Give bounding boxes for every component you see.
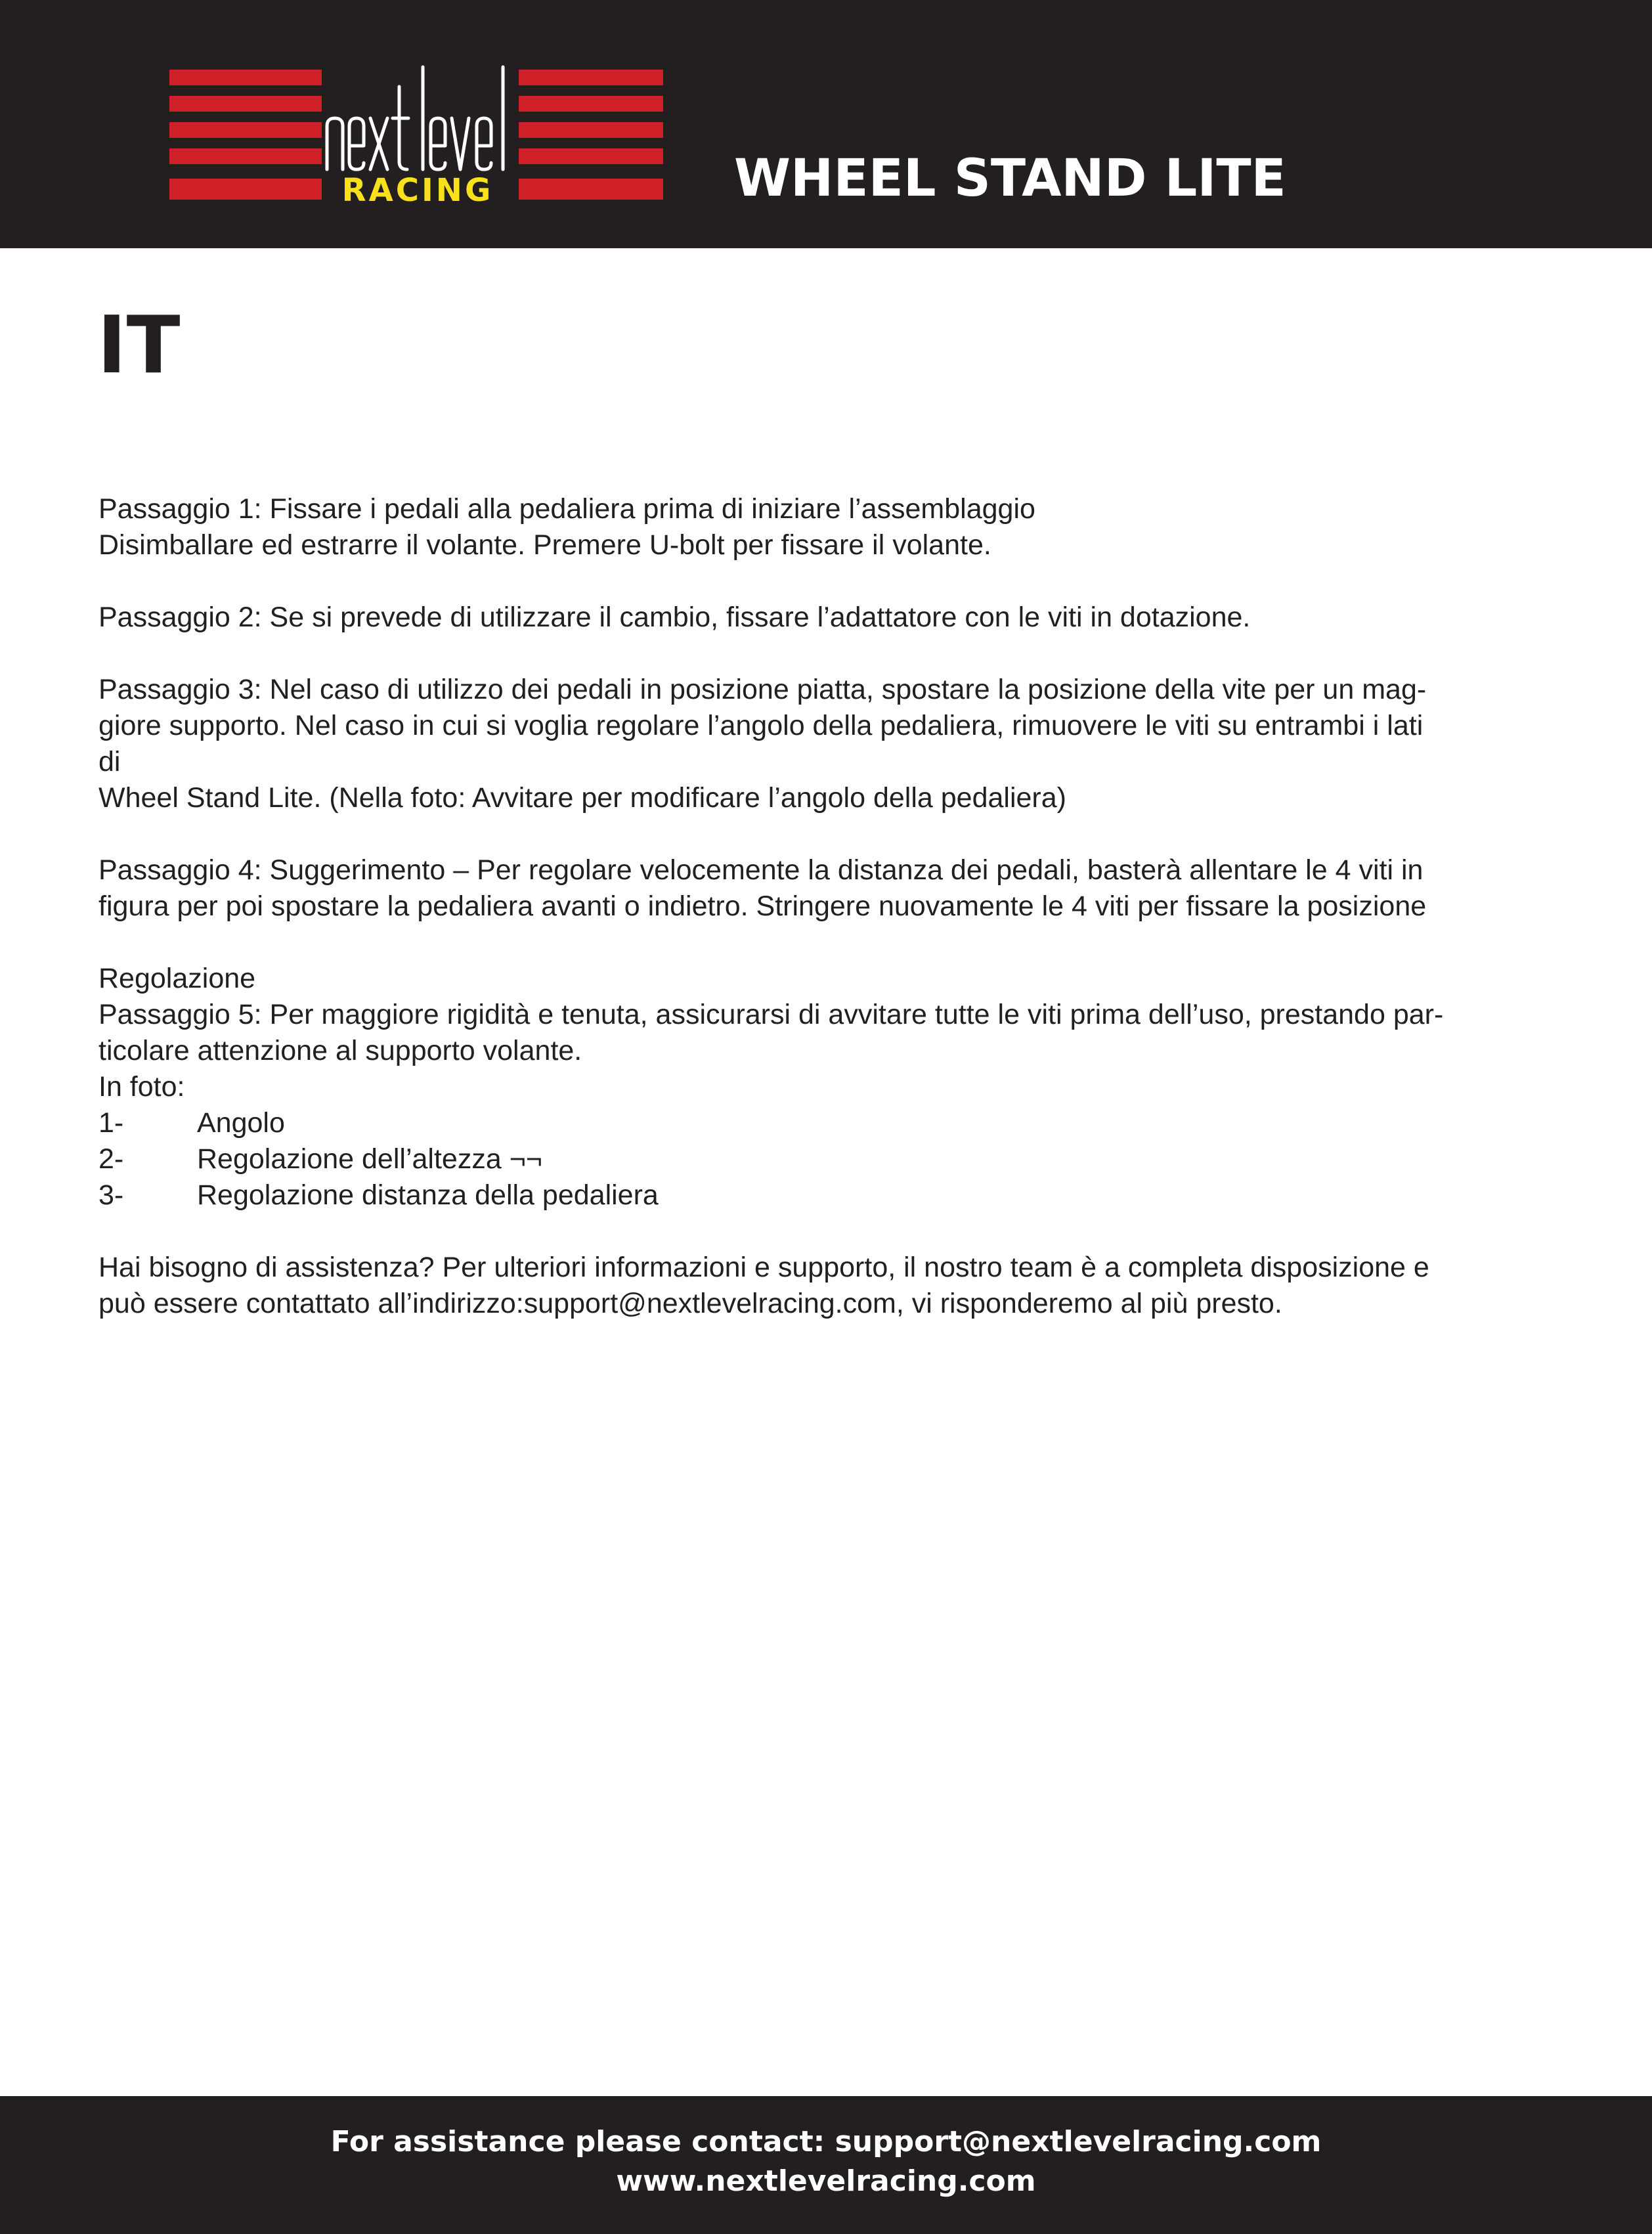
list-item — [98, 1105, 1563, 1141]
paragraph-spacer — [98, 636, 1563, 672]
list-item-number: 1- — [98, 1107, 124, 1139]
step-5-line-1: Passaggio 5: Per maggiore rigidità e tenuta, assicurarsi di avvitare tutte le viti prima dell’uso, prestando par- — [98, 999, 1444, 1030]
paragraph-spacer — [98, 563, 1563, 600]
step-3-line-4: Wheel Stand Lite. (Nella foto: Avvitare per modificare l’angolo della pedaliera) — [98, 782, 1066, 814]
list-item-text: Angolo — [197, 1107, 285, 1139]
footer-contact-line: For assistance please contact: support@nextlevelracing.com — [330, 2125, 1322, 2158]
paragraph-spacer — [98, 1214, 1563, 1250]
step-4-line-1: Passaggio 4: Suggerimento – Per regolare velocemente la distanza dei pedali, basterà allentare le 4 viti in — [98, 854, 1424, 886]
list-item-number: 3- — [98, 1179, 124, 1211]
paragraph-spacer — [98, 816, 1563, 852]
footer-website-line: www.nextlevelracing.com — [616, 2164, 1036, 2198]
step-1-line-1: Passaggio 1: Fissare i pedali alla pedaliera prima di iniziare l’assemblaggio — [98, 493, 1035, 525]
step-5-line-2: ticolare attenzione al supporto volante. — [98, 1035, 582, 1066]
in-foto-label: In foto: — [98, 1071, 185, 1103]
instructions-body — [98, 491, 1563, 1322]
next-level-racing-logo — [169, 41, 663, 205]
step-3-line-2: giore supporto. Nel caso in cui si voglia regolare l’angolo della pedaliera, rimuovere le viti su entrambi i lati — [98, 710, 1424, 741]
step-3-line-3: di — [98, 746, 121, 778]
regolazione-label: Regolazione — [98, 963, 256, 994]
step-4-line-2: figura per poi spostare la pedaliera avanti o indietro. Stringere nuovamente le 4 viti per fissare la posizione — [98, 890, 1427, 922]
product-title: WHEEL STAND LITE — [734, 149, 1286, 208]
footer-bar — [0, 2096, 1652, 2234]
step-2: Passaggio 2: Se si prevede di utilizzare il cambio, fissare l’adattatore con le viti in dotazione. — [98, 602, 1251, 633]
assistance-line-1: Hai bisogno di assistenza? Per ulteriori informazioni e supporto, il nostro team è a completa disposizione e — [98, 1252, 1429, 1283]
list-item — [98, 1177, 1563, 1214]
language-heading: IT — [97, 300, 181, 391]
list-item-number: 2- — [98, 1143, 124, 1175]
list-item — [98, 1141, 1563, 1177]
assistance-line-2: può essere contattato all’indirizzo:support@nextlevelracing.com, vi risponderemo al più presto. — [98, 1288, 1282, 1319]
step-3-line-1: Passaggio 3: Nel caso di utilizzo dei pedali in posizione piatta, spostare la posizione della vite per un mag- — [98, 674, 1427, 705]
logo-racing-text: RACING — [341, 172, 494, 205]
step-1-line-2: Disimballare ed estrarre il volante. Premere U-bolt per fissare il volante. — [98, 529, 991, 561]
list-item-text: Regolazione distanza della pedaliera — [197, 1179, 659, 1211]
header-bar — [0, 0, 1652, 248]
paragraph-spacer — [98, 925, 1563, 961]
list-item-text: Regolazione dell’altezza ¬¬ — [197, 1143, 542, 1175]
